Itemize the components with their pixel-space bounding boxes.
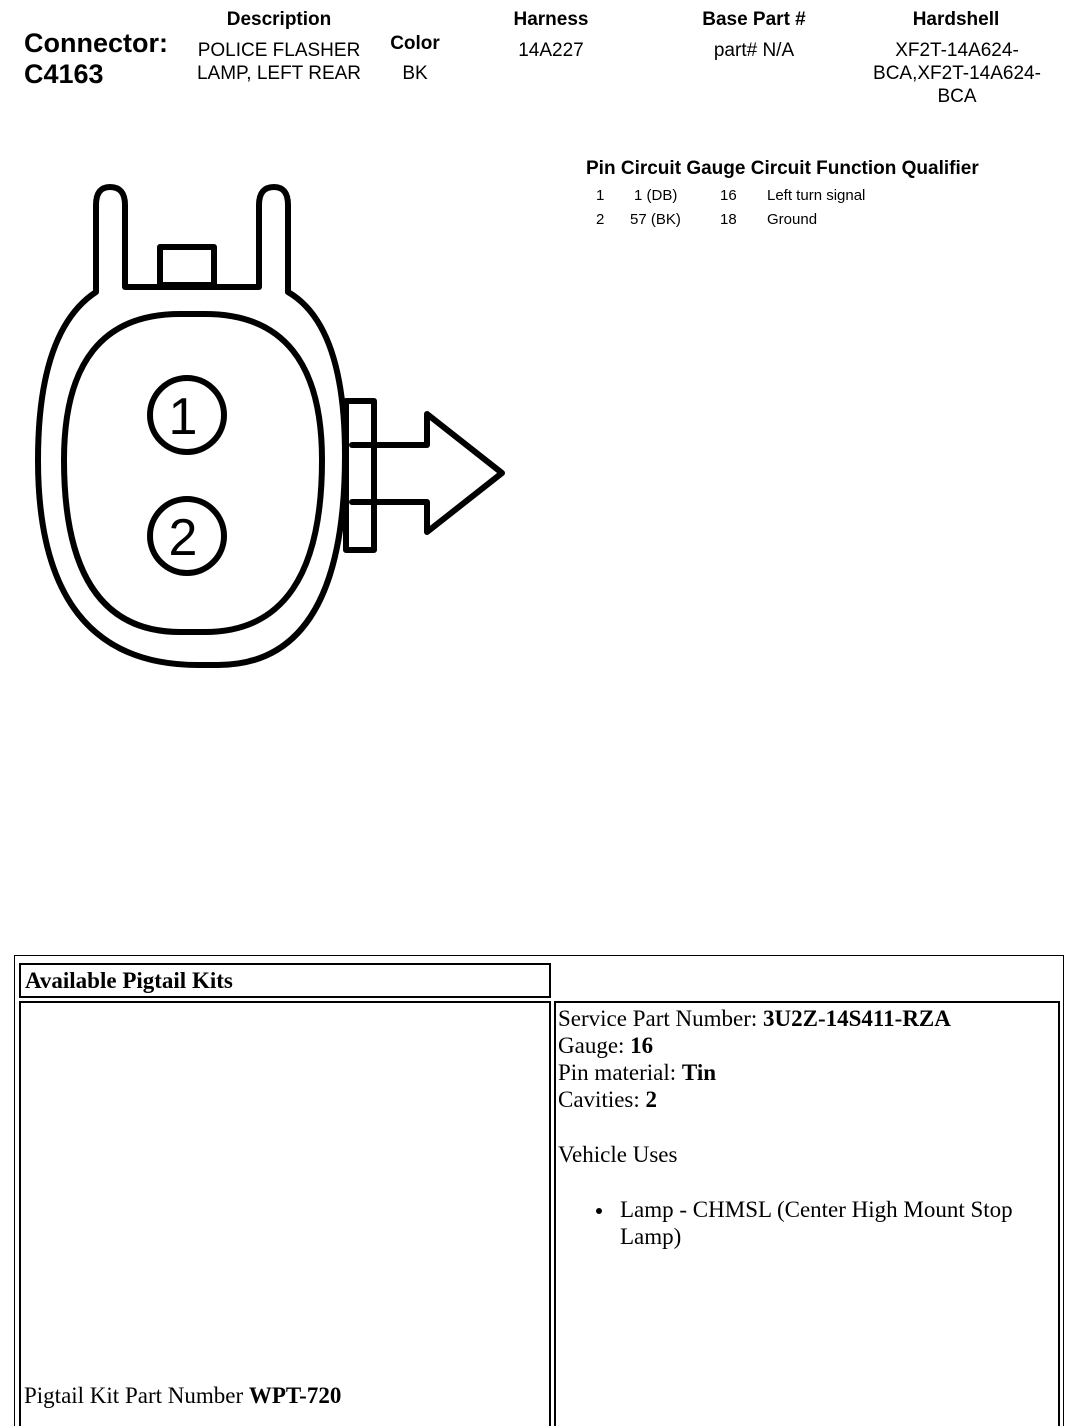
connector-side-lock: [346, 401, 374, 550]
circuit-header: Circuit: [620, 158, 682, 179]
connector-inner-face: [64, 314, 322, 632]
row-circuit: 57 (BK): [630, 211, 681, 228]
harness-value: 14A227: [518, 40, 584, 61]
row-gauge: 18: [720, 211, 737, 228]
gauge-line: [558, 1032, 1058, 1059]
gauge-label: Gauge:: [558, 1033, 631, 1058]
description-header: Description: [226, 9, 332, 30]
connector-id: C4163: [24, 59, 104, 89]
service-part-line: [558, 1005, 1058, 1032]
row-pin: 1: [596, 187, 605, 204]
pigtail-title: Available Pigtail Kits: [25, 968, 233, 993]
hardshell-line-1: XF2T-14A624-: [895, 40, 1019, 61]
pigtail-kit-part: [24, 1382, 341, 1409]
vehicle-uses-list: [558, 1196, 1058, 1250]
service-part-value: 3U2Z-14S411-RZA: [763, 1006, 951, 1031]
table-row: [586, 211, 986, 231]
base-part-header: Base Part #: [702, 9, 806, 30]
kit-part-label: Pigtail Kit Part Number: [24, 1383, 249, 1408]
gauge-header: Gauge: [686, 158, 746, 179]
service-part-label: Service Part Number:: [558, 1006, 764, 1031]
color-header: Color: [390, 33, 440, 54]
description-line-1: POLICE FLASHER: [197, 40, 361, 61]
row-function: Left turn signal: [767, 187, 866, 204]
base-part-value: part# N/A: [713, 40, 795, 61]
vehicle-use-label: Lamp - CHMSL (Center High Mount Stop Lamp): [620, 1197, 1013, 1249]
table-row: [586, 187, 986, 207]
connector-label: Connector:: [24, 28, 168, 58]
connector-key-tab: [160, 247, 214, 285]
cavities-label: Cavities:: [558, 1087, 646, 1112]
row-circuit: 1 (DB): [634, 187, 678, 204]
pigtail-left-cell: [19, 1001, 551, 1426]
row-function: Ground: [767, 211, 818, 228]
pin-table-header: [586, 158, 979, 180]
gauge-value: 16: [630, 1033, 654, 1058]
color-value: BK: [402, 63, 428, 84]
harness-header: Harness: [513, 9, 589, 30]
pin-material-value: Tin: [681, 1060, 717, 1085]
hardshell-value: [852, 39, 1062, 108]
cavities-value: 2: [645, 1087, 658, 1112]
pin-material-label: Pin material:: [558, 1060, 682, 1085]
pin-2-label: 2: [168, 509, 198, 567]
pin-header: Pin: [586, 158, 616, 179]
pin-material-line: [558, 1059, 1058, 1086]
bullet-icon: [596, 1208, 602, 1214]
row-pin: 2: [596, 211, 605, 228]
pigtail-details: [556, 1003, 1058, 1250]
circuit-function-header: Circuit Function: [750, 158, 897, 179]
vehicle-uses-heading: Vehicle Uses: [558, 1142, 678, 1167]
pin-1-label: 1: [168, 388, 198, 446]
kit-part-value: WPT-720: [248, 1383, 342, 1408]
connector-diagram: [0, 0, 560, 700]
pigtail-title-cell: [19, 963, 551, 998]
pin-table: [586, 158, 979, 180]
qualifier-header: Qualifier: [901, 158, 979, 179]
hardshell-line-3: BCA: [937, 86, 977, 107]
pigtail-right-cell: [554, 1001, 1060, 1426]
cavities-line: [558, 1086, 1058, 1113]
hardshell-header: Hardshell: [912, 9, 1000, 30]
description-line-2: LAMP, LEFT REAR: [196, 63, 362, 84]
list-item: [558, 1196, 1058, 1250]
hardshell-line-2: BCA,XF2T-14A624-: [873, 63, 1041, 84]
arrow-icon: [372, 414, 502, 532]
row-gauge: 16: [720, 187, 737, 204]
